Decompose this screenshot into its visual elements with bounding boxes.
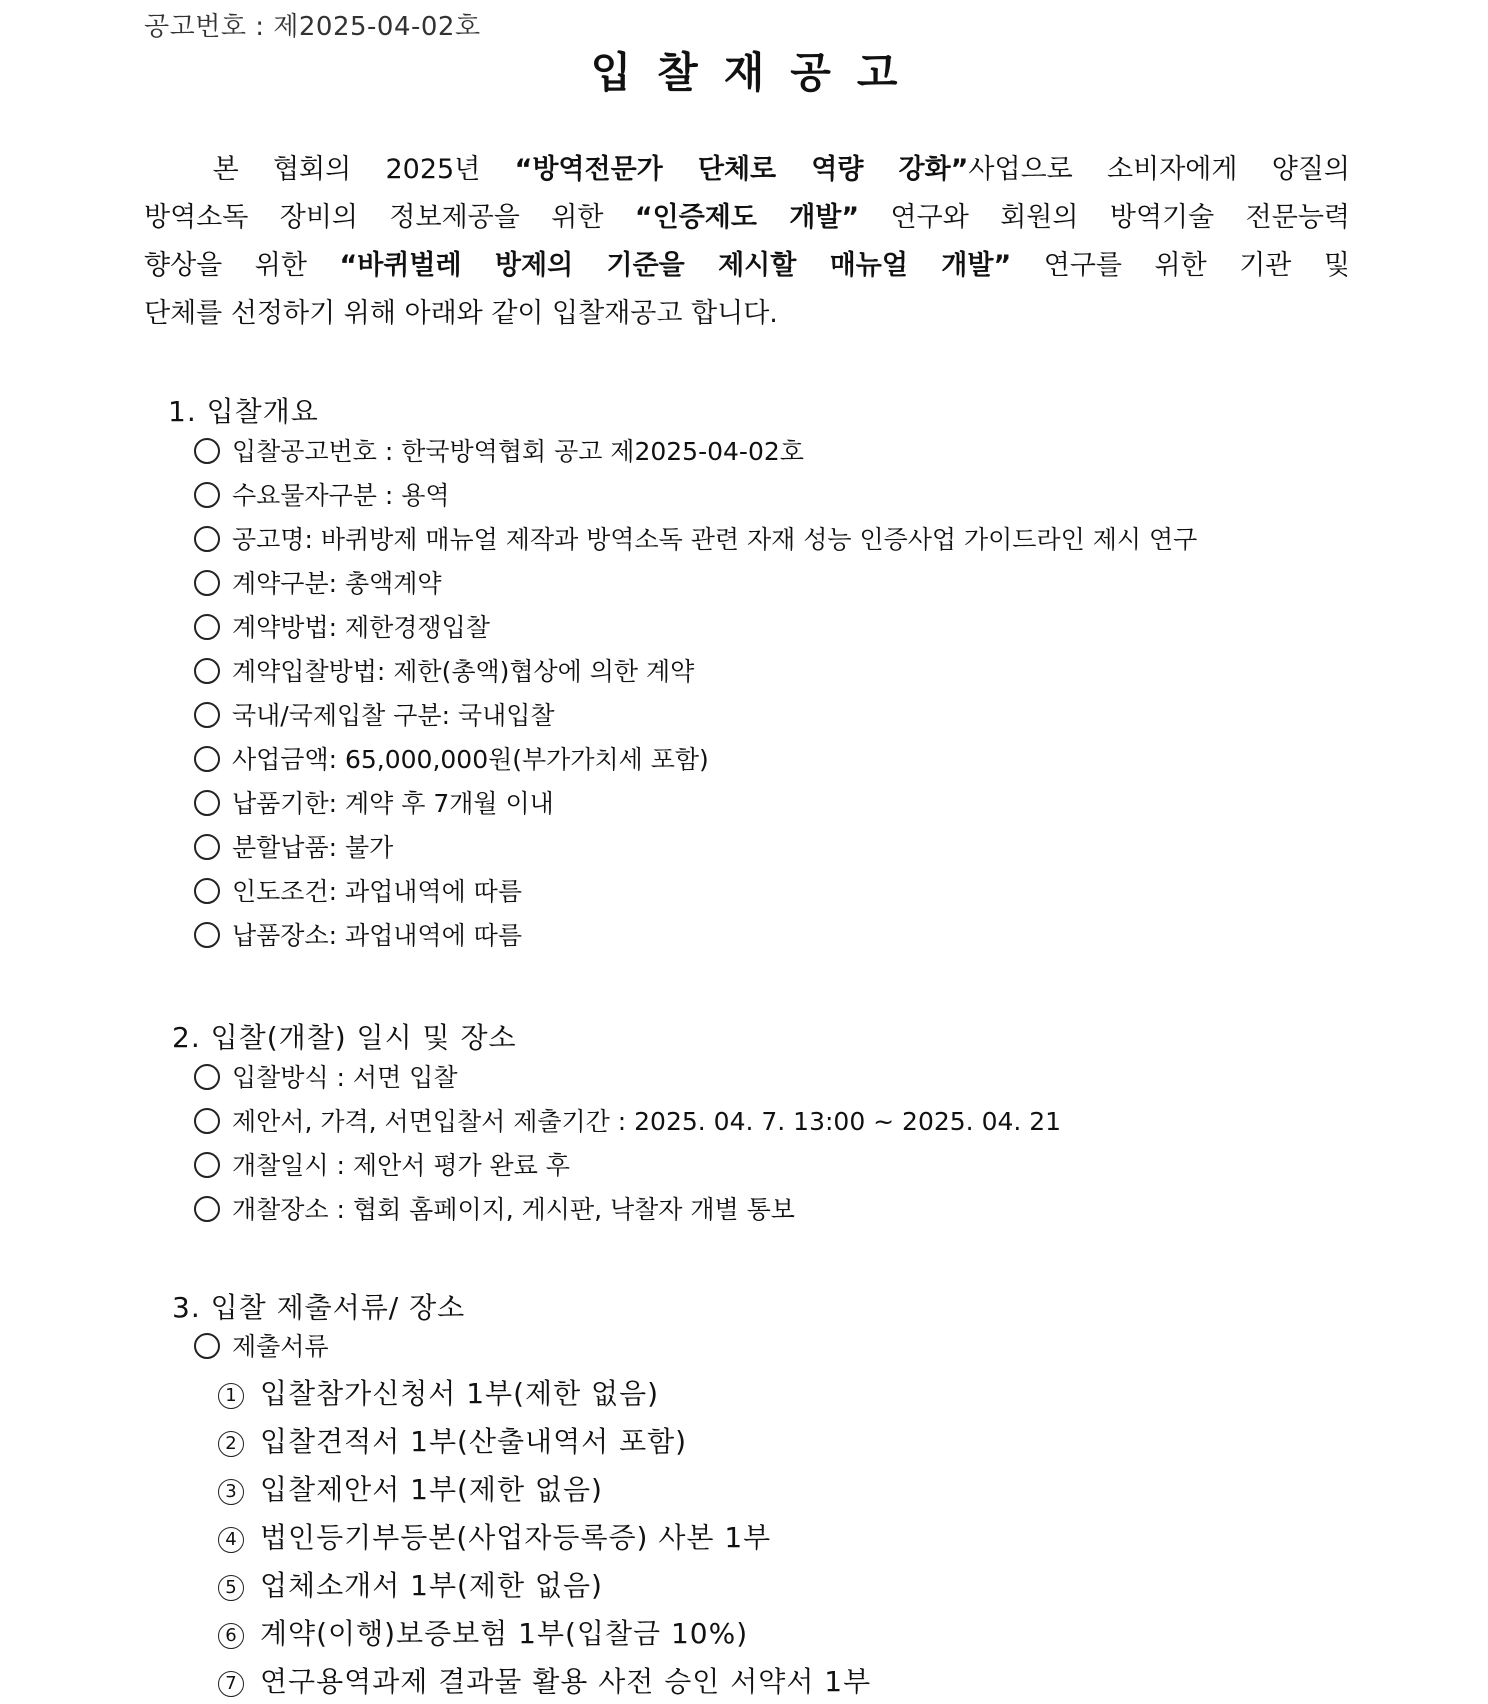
list-item: 제출서류 [194,1332,329,1362]
list-item: 수요물자구분 : 용역 [194,481,450,511]
circled-number-icon: 6 [218,1623,244,1649]
section-3-heading: 3. 입찰 제출서류/ 장소 [172,1291,466,1324]
list-item: 분할납품: 불가 [194,833,393,863]
list-item: 입찰공고번호 : 한국방역협회 공고 제2025-04-02호 [194,437,804,467]
list-item: 인도조건: 과업내역에 따름 [194,877,522,907]
circle-bullet-icon [194,790,220,816]
circled-number-icon: 5 [218,1575,244,1601]
list-item: 입찰방식 : 서면 입찰 [194,1063,457,1093]
list-item: 국내/국제입찰 구분: 국내입찰 [194,701,555,731]
intro-paragraph [144,146,1350,338]
section-1-heading: 1. 입찰개요 [168,395,319,428]
section-2-heading: 2. 입찰(개찰) 일시 및 장소 [172,1021,517,1054]
circle-bullet-icon [194,1196,220,1222]
circle-bullet-icon [194,570,220,596]
document-item: 7 연구용역과제 결과물 활용 사전 승인 서약서 1부 [218,1665,871,1699]
circle-bullet-icon [194,922,220,948]
circle-bullet-icon [194,438,220,464]
list-item: 납품기한: 계약 후 7개월 이내 [194,789,554,819]
circle-bullet-icon [194,614,220,640]
circle-bullet-icon [194,1108,220,1134]
notice-number: 공고번호 : 제2025-04-02호 [144,12,481,42]
intro-line-1: 본 협회의 2025년 “방역전문가 단체로 역량 강화”사업으로 소비자에게 양질의 [212,154,1350,185]
list-item: 사업금액: 65,000,000원(부가가치세 포함) [194,745,709,775]
circled-number-icon: 7 [218,1671,244,1697]
circled-number-icon: 2 [218,1431,244,1457]
document-item: 5 업체소개서 1부(제한 없음) [218,1569,603,1603]
circle-bullet-icon [194,834,220,860]
list-item: 공고명: 바퀴방제 매뉴얼 제작과 방역소독 관련 자재 성능 인증사업 가이드라인 제시 연구 [194,525,1197,555]
circle-bullet-icon [194,702,220,728]
document-item: 3 입찰제안서 1부(제한 없음) [218,1473,603,1507]
circle-bullet-icon [194,1152,220,1178]
document-item: 2 입찰견적서 1부(산출내역서 포함) [218,1425,687,1459]
intro-line-2: 방역소독 장비의 정보제공을 위한 “인증제도 개발” 연구와 회원의 방역기술 전문능력 [144,202,1350,233]
document-item: 1 입찰참가신청서 1부(제한 없음) [218,1377,659,1411]
circled-number-icon: 1 [218,1383,244,1409]
circle-bullet-icon [194,1333,220,1359]
circle-bullet-icon [194,658,220,684]
list-item: 계약입찰방법: 제한(총액)협상에 의한 계약 [194,657,694,687]
page-title: 입찰재공고 [590,48,924,97]
list-item: 개찰장소 : 협회 홈페이지, 게시판, 낙찰자 개별 통보 [194,1195,795,1225]
circled-number-icon: 3 [218,1479,244,1505]
list-item: 납품장소: 과업내역에 따름 [194,921,522,951]
circle-bullet-icon [194,526,220,552]
circle-bullet-icon [194,1064,220,1090]
document-item: 4 법인등기부등본(사업자등록증) 사본 1부 [218,1521,771,1555]
circle-bullet-icon [194,878,220,904]
circled-number-icon: 4 [218,1527,244,1553]
intro-line-3: 향상을 위한 “바퀴벌레 방제의 기준을 제시할 매뉴얼 개발” 연구를 위한 기관 및 [144,250,1350,281]
intro-line-4: 단체를 선정하기 위해 아래와 같이 입찰재공고 합니다. [144,298,778,329]
circle-bullet-icon [194,482,220,508]
circle-bullet-icon [194,746,220,772]
list-item: 계약방법: 제한경쟁입찰 [194,613,490,643]
list-item: 개찰일시 : 제안서 평가 완료 후 [194,1151,570,1181]
list-item: 계약구분: 총액계약 [194,569,442,599]
document-item: 6 계약(이행)보증보험 1부(입찰금 10%) [218,1617,748,1651]
list-item: 제안서, 가격, 서면입찰서 제출기간 : 2025. 04. 7. 13:00 ~ 2025. 04. 21 [194,1107,1061,1137]
